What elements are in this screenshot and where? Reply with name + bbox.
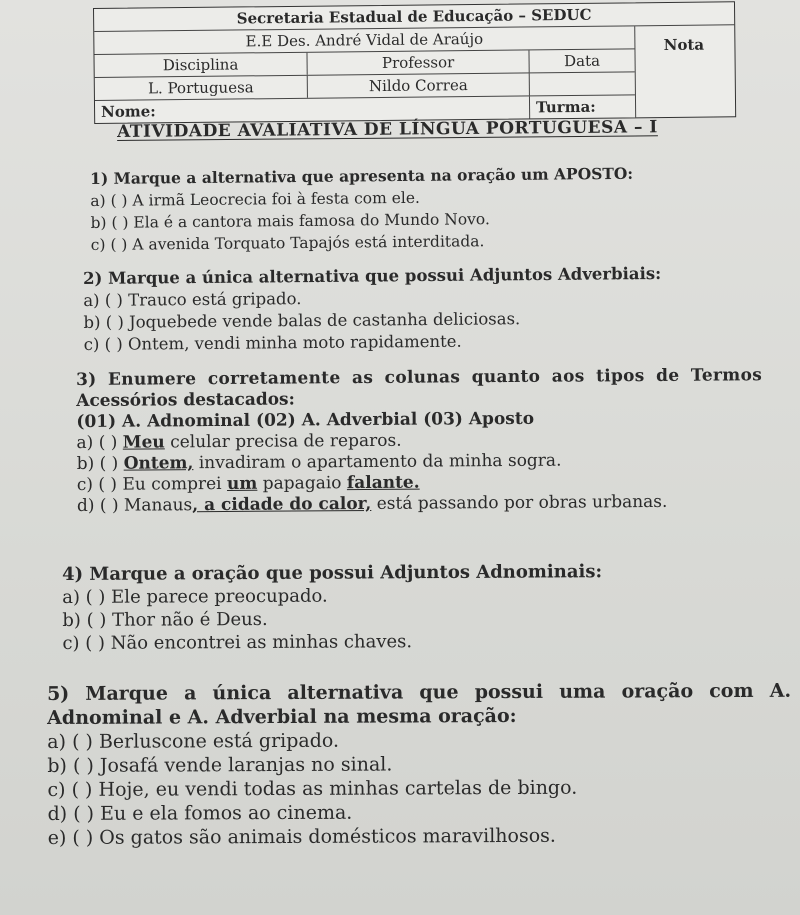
question-5-option-a: a) ( ) Berluscone está gripado. [47,729,340,753]
option-c-prefix: c) ( ) Eu comprei [76,473,228,495]
option-d-rest: está passando por obras urbanas. [371,491,668,514]
question-5-option-c: c) ( ) Hoje, eu vendi todas as minhas cartelas de bingo. [47,776,578,801]
option-c-highlight-2: falante. [346,472,420,494]
option-b-highlight: Ontem, [123,453,194,474]
option-a-rest: celular precisa de reparos. [164,430,402,453]
col-nota-label: Nota [663,35,705,55]
question-4 [62,560,603,655]
option-d-highlight: , a cidade do calor, [192,493,372,516]
question-2-option-a: a) ( ) Trauco está gripado. [83,289,302,310]
data-value [530,72,635,95]
question-5-option-d: d) ( ) Eu e ela fomos ao cinema. [47,801,353,825]
question-5-option-e: e) ( ) Os gatos são animais domésticos maravilhosos. [47,824,556,849]
question-1-option-a: a) ( ) A irmã Leocrecia foi à festa com ele. [90,188,421,210]
turma-label: Turma: [535,97,596,117]
question-3-text-line2: Acessórios destacados: [76,389,295,411]
col-professor-label: Professor [307,50,529,74]
question-2-text: 2) Marque a única alternativa que possui Adjuntos Adverbiais: [83,263,662,288]
option-a-highlight: Meu [122,432,165,453]
question-3-text-line1: 3) Enumere corretamente as colunas quanto aos tipos de Termos [76,365,763,390]
question-5-text-line2: Adnominal e A. Adverbial na mesma oração: [47,704,517,729]
question-3-legend: (01) A. Adnominal (02) A. Adverbial (03) Aposto [76,408,535,432]
disciplina-value: L. Portuguesa [95,76,308,100]
header-title: Secretaria Estadual de Educação – SEDUC [236,5,592,28]
question-1-text: 1) Marque a alternativa que apresenta na oração um APOSTO: [90,163,634,188]
question-4-option-c: c) ( ) Não encontrei as minhas chaves. [62,631,413,654]
col-disciplina-label: Disciplina [94,53,307,77]
professor-value: Nildo Correa [308,73,530,97]
question-4-option-a: a) ( ) Ele parece preocupado. [62,585,328,608]
question-3-option-d [77,491,763,517]
col-data-label: Data [564,51,601,71]
question-5 [47,679,792,850]
option-b-rest: invadiram o apartamento da minha sogra. [193,450,562,474]
question-2 [83,263,662,356]
page-title: ATIVIDADE AVALIATIVA DE LÍNGUA PORTUGUESA – I [117,117,658,142]
question-5-option-b: b) ( ) Josafá vende laranjas no sinal. [47,753,393,777]
option-d-prefix: d) ( ) Manaus [76,495,193,516]
question-3 [76,365,763,517]
nome-label: Nome: [95,96,530,123]
question-2-option-c: c) ( ) Ontem, vendi minha moto rapidamente. [83,331,462,354]
question-4-text: 4) Marque a oração que possui Adjuntos Adnominais: [62,561,603,585]
question-1-option-b: b) ( ) Ela é a cantora mais famosa do Mundo Novo. [90,210,490,232]
header-table [93,1,736,124]
option-b-prefix: b) ( ) [76,453,124,474]
option-c-highlight-1: um [226,473,258,494]
option-c-mid: papagaio [257,473,347,494]
question-1 [90,163,634,256]
question-1-option-c: c) ( ) A avenida Torquato Tapajós está interditada. [90,232,485,254]
option-a-prefix: a) ( ) [76,432,123,453]
school-name: E.E Des. André Vidal de Araújo [94,26,634,55]
question-2-option-b: b) ( ) Joquebede vende balas de castanha deliciosas. [83,309,521,332]
question-4-option-b: b) ( ) Thor não é Deus. [62,608,268,631]
question-5-text-line1: 5) Marque a única alternativa que possui uma oração com A. [47,679,792,705]
